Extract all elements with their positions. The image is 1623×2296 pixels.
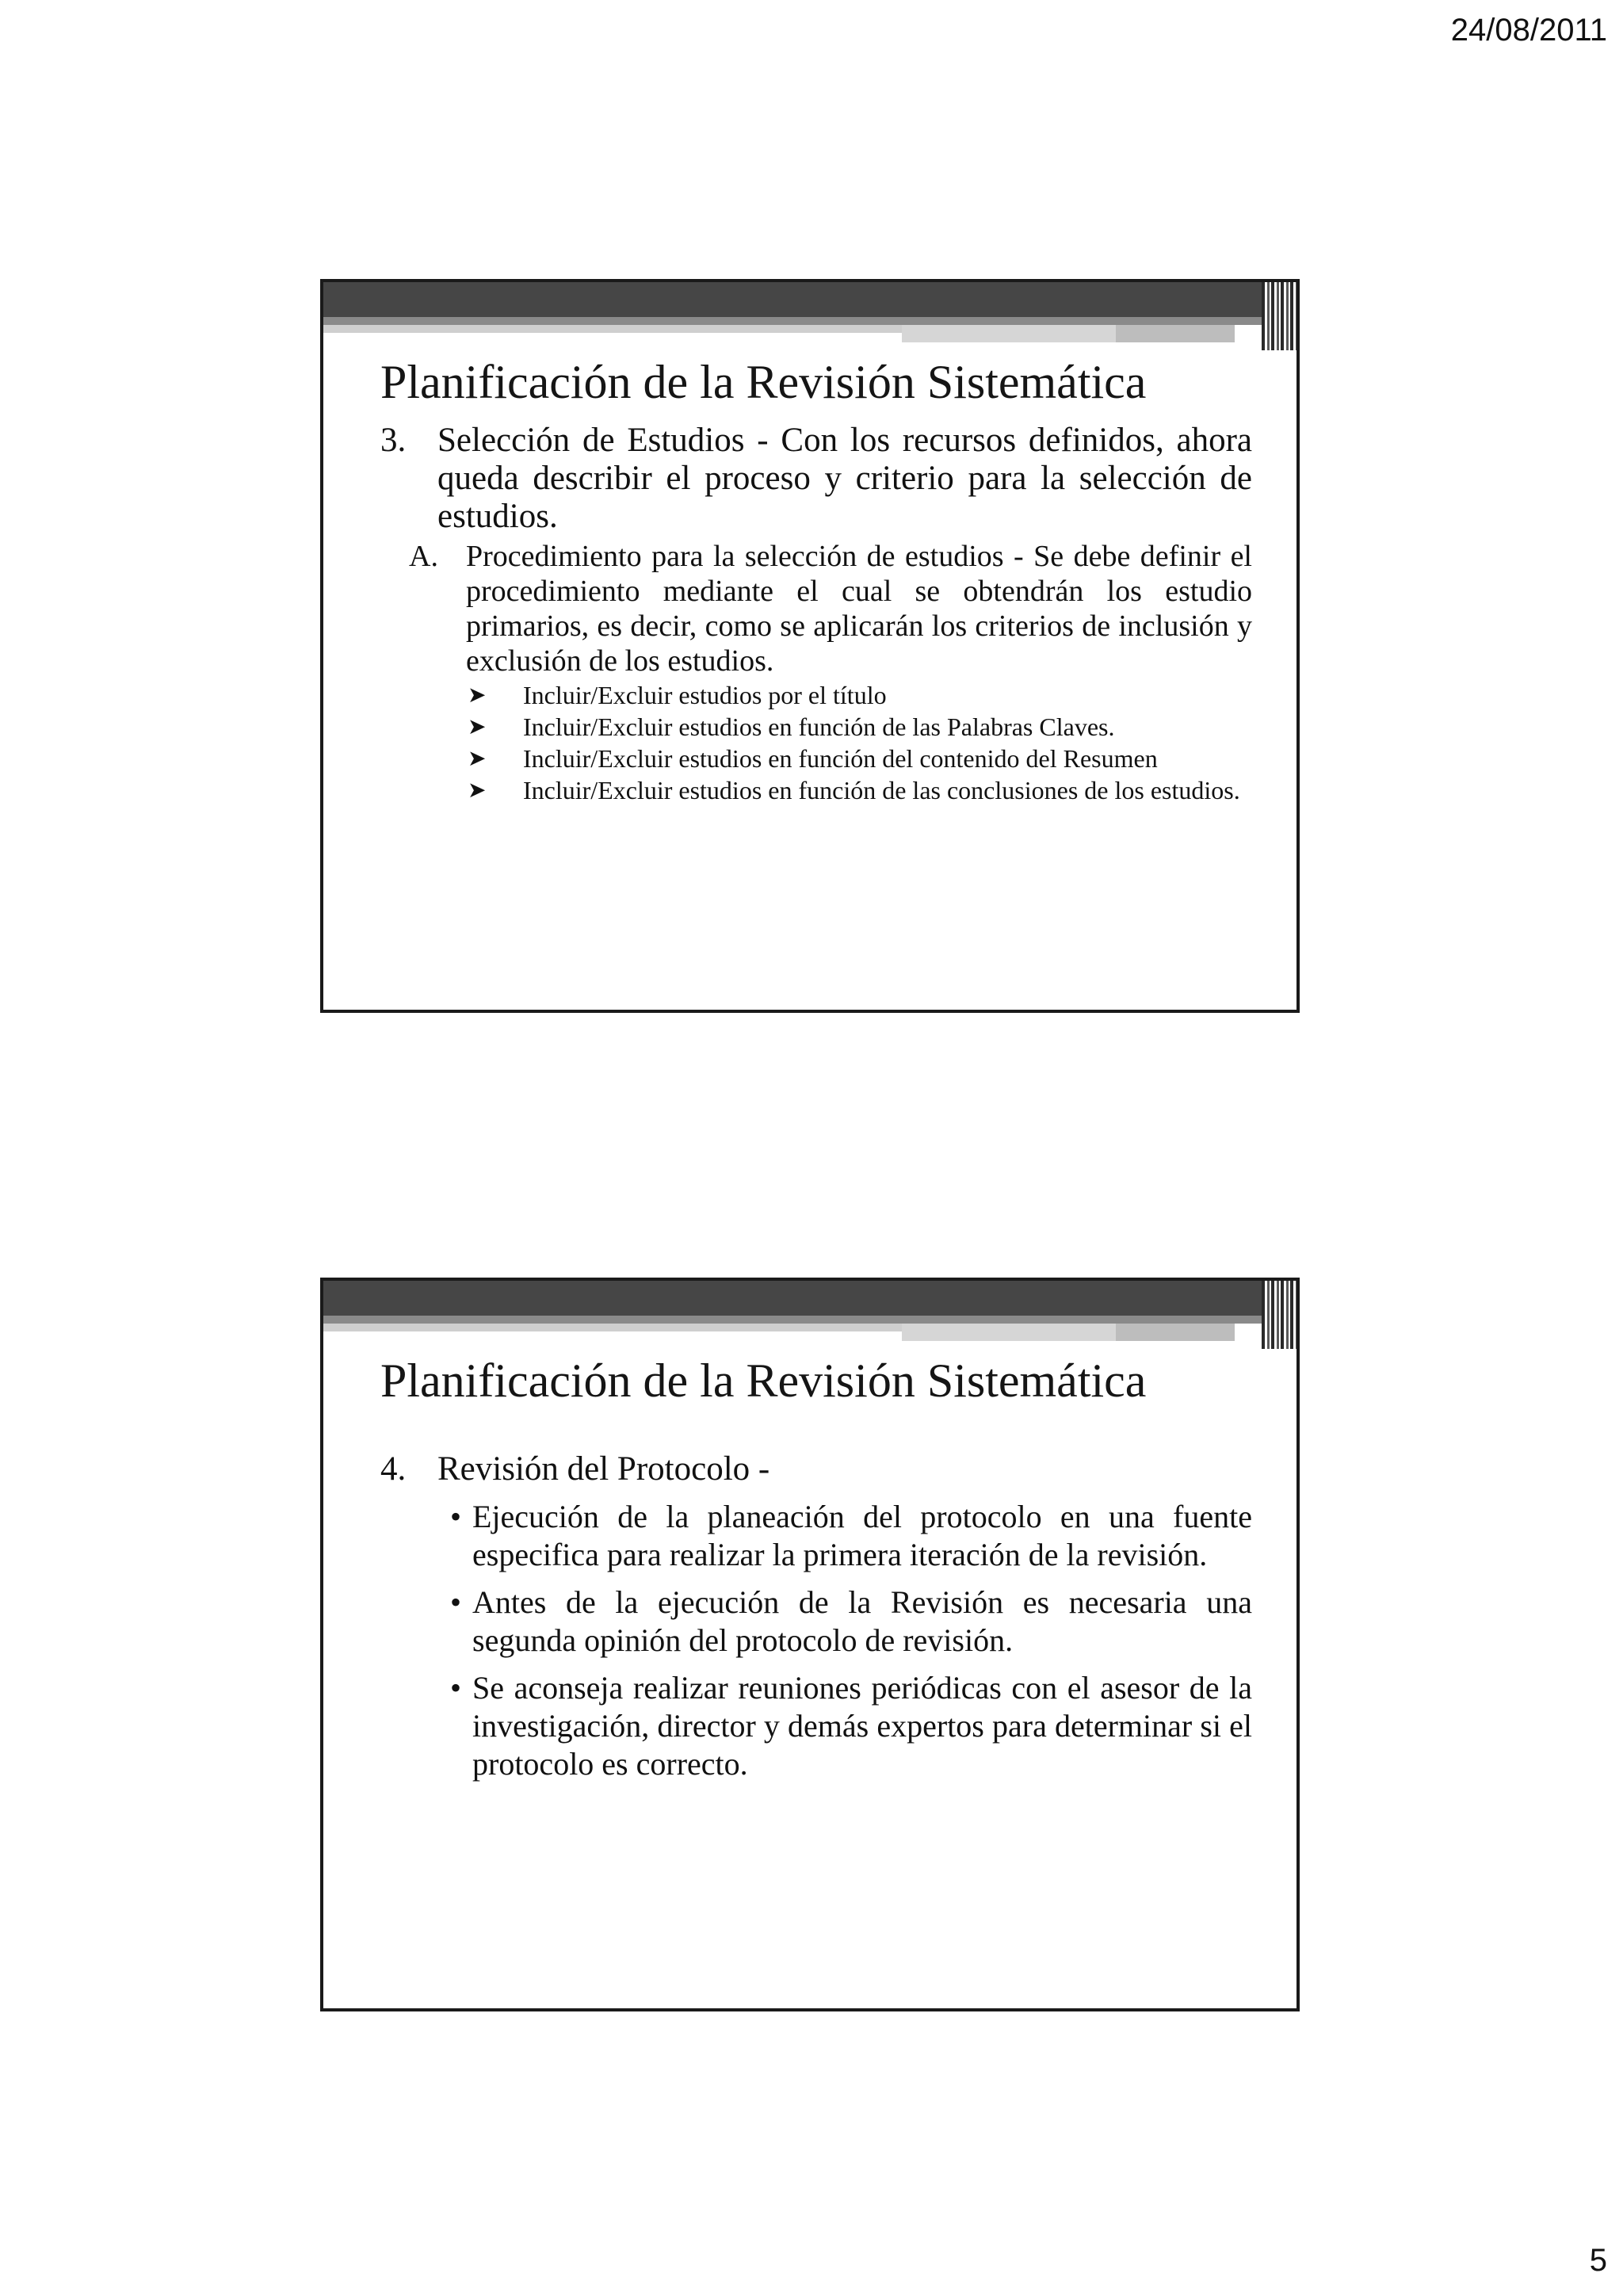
page-number: 5 xyxy=(1589,2243,1607,2278)
arrow-bullet-icon: ➤ xyxy=(468,745,487,771)
slide-header-band xyxy=(323,282,1296,346)
dot-bullet-item xyxy=(450,1584,1252,1660)
sub-item-letter: A. xyxy=(409,540,438,573)
item-number: 3. xyxy=(380,422,407,459)
dot-bullet-item xyxy=(450,1669,1252,1783)
arrow-bullet-icon: ➤ xyxy=(468,713,487,739)
dot-bullet-item xyxy=(450,1498,1252,1574)
arrow-bullet-text: Incluir/Excluir estudios en función de las Palabras Claves. xyxy=(523,712,1115,741)
slide-content xyxy=(380,422,1252,805)
arrow-bullet-item xyxy=(468,743,1252,774)
arrow-bullet-text: Incluir/Excluir estudios en función del contenido del Resumen xyxy=(523,744,1158,773)
arrow-bullet-item xyxy=(468,680,1252,710)
dot-bullet-icon: • xyxy=(450,1499,462,1534)
item-text: Revisión del Protocolo - xyxy=(437,1450,770,1488)
dot-bullet-text: Antes de la ejecución de la Revisión es necesaria una segunda opinión del protocolo de revisión. xyxy=(472,1584,1252,1658)
dot-bullet-text: Ejecución de la planeación del protocolo en una fuente especifica para realizar la primera iteración de la revisión. xyxy=(472,1499,1252,1572)
arrow-bullet-text: Incluir/Excluir estudios por el título xyxy=(523,681,887,709)
arrow-bullet-icon: ➤ xyxy=(468,777,487,803)
arrow-bullet-text: Incluir/Excluir estudios en función de las conclusiones de los estudios. xyxy=(523,776,1240,804)
slide-header-band xyxy=(323,1281,1296,1344)
dot-bullet-icon: • xyxy=(450,1584,462,1620)
numbered-item xyxy=(380,422,1252,536)
slide-title: Planificación de la Revisión Sistemática xyxy=(380,1354,1147,1407)
slide-content xyxy=(380,1450,1252,1783)
arrow-bullet-item xyxy=(468,775,1252,805)
item-number: 4. xyxy=(380,1450,407,1488)
dot-bullet-text: Se aconseja realizar reuniones periódicas con el asesor de la investigación, director y demás expertos para determinar si el protocolo es correcto. xyxy=(472,1670,1252,1782)
arrow-bullet-item xyxy=(468,712,1252,742)
slide-2 xyxy=(320,1278,1300,2011)
numbered-item xyxy=(380,1450,1252,1488)
sub-item-text: Procedimiento para la selección de estudios - Se debe definir el procedimiento mediante el cual se obtendrán los estudio primarios, es decir, como se aplicarán los criterios de inclusión y exclusión de los estudios. xyxy=(466,540,1252,678)
item-text: Selección de Estudios - Con los recursos definidos, ahora queda describir el proceso y criterio para la selección de estudios. xyxy=(437,422,1252,535)
arrow-bullet-icon: ➤ xyxy=(468,682,487,708)
slide-title: Planificación de la Revisión Sistemática xyxy=(380,356,1147,408)
sub-item xyxy=(409,539,1252,678)
slide-1 xyxy=(320,279,1300,1013)
page-date: 24/08/2011 xyxy=(1450,13,1607,48)
dot-bullet-icon: • xyxy=(450,1670,462,1706)
